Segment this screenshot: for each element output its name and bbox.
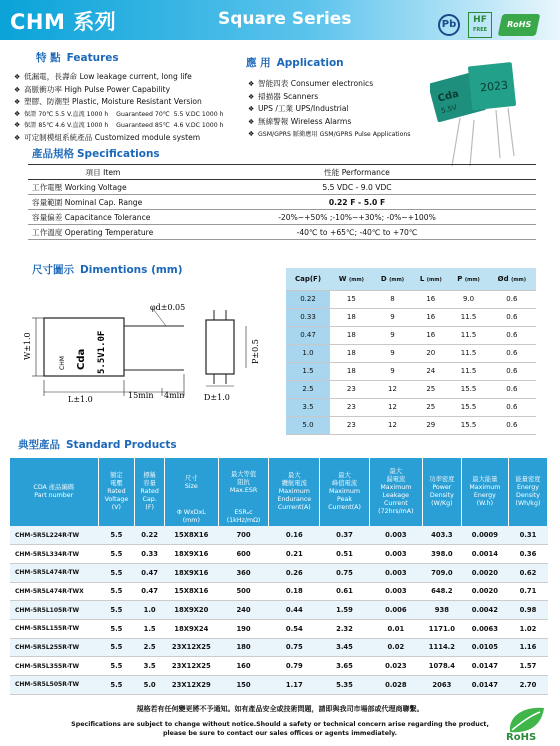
header-cell: 標稱 容量 Rated Cap. (F) [135, 458, 165, 526]
dimension-cell: 9 [373, 362, 412, 380]
part-number-cell: CHM-5R5L105R-TW [10, 601, 98, 620]
product-cell: 0.54 [269, 619, 320, 638]
product-cell: 0.51 [320, 545, 370, 564]
product-cell: 18X9X16 [164, 545, 218, 564]
dimension-cell: 12 [373, 416, 412, 434]
dimension-cell: 8 [373, 290, 412, 308]
product-cell: 5.35 [320, 676, 370, 695]
list-item: ❖ 智能四表 Consumer electronics [248, 78, 411, 91]
product-cell: 403.3 [422, 526, 461, 545]
dimension-cell: 0.6 [488, 308, 536, 326]
table-row [286, 290, 536, 308]
standard-products-title-cn: 典型產品 [18, 439, 60, 451]
table-row [286, 308, 536, 326]
product-cell: 23X12X25 [164, 638, 218, 657]
list-item: ❖ 低漏電，長壽命 Low leakage current, long life [14, 71, 224, 84]
list-item: ❖ UPS /工業 UPS/Industrial [248, 103, 411, 116]
features-title-en: Features [66, 52, 119, 64]
dimension-cell: 18 [330, 344, 373, 362]
product-cell: 0.0105 [461, 638, 508, 657]
product-cell: 0.61 [320, 582, 370, 601]
dimension-cell: 18 [330, 308, 373, 326]
list-item: ❖ GSM/GPRS 脈衝應用 GSM/GPRS Pulse Applications [248, 128, 411, 142]
product-cell: 5.5 [98, 526, 135, 545]
part-number-cell: CHM-5R5L505R-TW [10, 676, 98, 695]
dimensions-table-body [286, 290, 536, 434]
dimension-cell: 11.5 [449, 362, 487, 380]
header-cell: W (mm) [330, 268, 373, 290]
product-cell: 700 [218, 526, 269, 545]
product-cell: 5.5 [98, 563, 135, 582]
product-cell: 709.0 [422, 563, 461, 582]
dimension-cell: 16 [412, 308, 449, 326]
diamond-bullet-icon: ❖ [248, 80, 255, 88]
product-cell: 5.5 [98, 657, 135, 676]
product-cell: 5.5 [98, 601, 135, 620]
cap-cell: 1.5 [286, 362, 330, 380]
header-cell: CDA 產品編碼 Part number [10, 458, 98, 526]
diamond-bullet-icon: ❖ [14, 133, 21, 142]
specifications-title [32, 146, 160, 161]
product-cell: 0.028 [369, 676, 422, 695]
diamond-bullet-icon: ❖ [248, 117, 255, 126]
part-number-cell: CHM-5R5L355R-TW [10, 657, 98, 676]
table-row [28, 210, 536, 225]
dimension-cell: 0.6 [488, 380, 536, 398]
product-cell: 360 [218, 563, 269, 582]
dimension-cell: 12 [373, 398, 412, 416]
header-cell: 最大 漏電流 Maximum Leakage Current (72hrs/mA) [369, 458, 422, 526]
product-cell: 0.79 [269, 657, 320, 676]
dimension-cell: 29 [412, 416, 449, 434]
header-cell: 最大等值 阻抗 Max.ESR [218, 458, 269, 508]
table-row [10, 676, 548, 695]
header-cell: Cap(F) [286, 268, 330, 290]
table-row [10, 545, 548, 564]
list-item: ❖ 掃描器 Scanners [248, 91, 411, 104]
features-title [36, 50, 119, 65]
product-cell: 0.31 [508, 526, 547, 545]
product-cell: 0.62 [508, 563, 547, 582]
product-cell: 0.47 [135, 563, 165, 582]
product-cell: 5.5 [98, 619, 135, 638]
product-cell: 0.22 [135, 526, 165, 545]
series-subtitle: Square Series [218, 9, 352, 29]
width-label: W±1.0 [23, 332, 32, 360]
part-number-cell: CHM-5R5L474R-TWX [10, 582, 98, 601]
product-cell: 0.0020 [461, 582, 508, 601]
spec-value: 5.5 VDC - 9.0 VDC [178, 180, 536, 195]
header-cell: L (mm) [412, 268, 449, 290]
diamond-bullet-icon: ❖ [14, 109, 21, 118]
header-cell: 最大 峰值電流 Maximum Peak Current(A) [320, 458, 370, 526]
dimension-cell: 23 [330, 380, 373, 398]
dimension-cell: 12 [373, 380, 412, 398]
part-number-cell: CHM-5R5L255R-TW [10, 638, 98, 657]
dimension-cell: 20 [412, 344, 449, 362]
length-label: L±1.0 [68, 395, 93, 404]
product-cell: 1078.4 [422, 657, 461, 676]
product-cell: 938 [422, 601, 461, 620]
drawing-rating: 5.5V1.0F [97, 330, 107, 374]
part-number-cell: CHM-5R5L155R-TW [10, 619, 98, 638]
product-cell: 5.5 [98, 638, 135, 657]
product-cell: 0.02 [369, 638, 422, 657]
product-cell: 1.17 [269, 676, 320, 695]
pitch-label: P±0.5 [251, 339, 260, 364]
table-row [10, 563, 548, 582]
dimension-cell: 11.5 [449, 308, 487, 326]
product-cell: 0.37 [320, 526, 370, 545]
header-cell: 功率密度 Power Density (W/Kg) [422, 458, 461, 526]
product-cell: 0.18 [269, 582, 320, 601]
product-cell: 15X8X16 [164, 526, 218, 545]
specifications-table [28, 164, 536, 240]
product-cell: 0.01 [369, 619, 422, 638]
dimension-cell: 18 [330, 326, 373, 344]
header-subcell: Φ WxDxL (mm) [164, 508, 218, 526]
dimension-cell: 24 [412, 362, 449, 380]
product-cell: 500 [218, 582, 269, 601]
product-cell: 0.71 [508, 582, 547, 601]
header-cell: 額定 電壓 Rated Voltage (V) [98, 458, 135, 526]
product-cell: 1.16 [508, 638, 547, 657]
table-row [286, 326, 536, 344]
dimension-cell: 23 [330, 416, 373, 434]
product-cell: 150 [218, 676, 269, 695]
product-cell: 0.003 [369, 563, 422, 582]
dimensions-title-cn: 尺寸圖示 [32, 264, 74, 276]
product-cell: 1.0 [135, 601, 165, 620]
product-cell: 3.45 [320, 638, 370, 657]
application-title [246, 55, 344, 70]
drawing-brand: Cda [76, 348, 87, 370]
diamond-bullet-icon: ❖ [248, 92, 255, 101]
product-cell: 0.0020 [461, 563, 508, 582]
table-row [286, 398, 536, 416]
table-header [10, 458, 548, 526]
cap-cell: 0.22 [286, 290, 330, 308]
cap-cell: 0.47 [286, 326, 330, 344]
header-cell: 尺寸 Size [164, 458, 218, 508]
list-item: ❖ 塑膠、防潮型 Plastic, Moisture Resistant Version [14, 96, 224, 109]
spec-value: -20%~+50% ;-10%~+30%; -0%~+100% [178, 210, 536, 225]
halogen-free-logo [468, 12, 492, 38]
dimension-cell: 0.6 [488, 362, 536, 380]
dimension-cell: 9.0 [449, 290, 487, 308]
product-cell: 18X9X16 [164, 563, 218, 582]
table-row [10, 638, 548, 657]
dimension-cell: 23 [330, 398, 373, 416]
product-cell: 18X9X24 [164, 619, 218, 638]
spec-item: 容量偏差 Capacitance Tolerance [28, 210, 178, 225]
diamond-bullet-icon: ❖ [248, 130, 255, 139]
spec-item: 工作電壓 Working Voltage [28, 180, 178, 195]
hf-text: HF [473, 15, 487, 25]
diamond-bullet-icon: ❖ [14, 85, 21, 94]
part-number-cell: CHM-5R5L224R-TW [10, 526, 98, 545]
product-cell: 600 [218, 545, 269, 564]
header-cell: Ød (mm) [488, 268, 536, 290]
table-row [286, 362, 536, 380]
dimensions-title-en: Dimentions (mm) [80, 264, 183, 276]
product-cell: 5.0 [135, 676, 165, 695]
product-cell: 0.023 [369, 657, 422, 676]
list-item: ❖ 無線警報 Wireless Alarms [248, 116, 411, 129]
list-item: ❖ 保證 85℃ 4.6 V.直流 1000 h Guaranteed 85℃ 4.6 V.DC 1000 h [14, 120, 224, 132]
product-cell: 15X8X16 [164, 582, 218, 601]
table-row [28, 195, 536, 210]
product-cell: 0.75 [320, 563, 370, 582]
dimension-cell: 0.6 [488, 344, 536, 362]
header-cell: 最大能量 Maximum Energy (W.h) [461, 458, 508, 526]
features-title-cn: 特 點 [36, 52, 61, 64]
product-cell: 0.0063 [461, 619, 508, 638]
product-cell: 180 [218, 638, 269, 657]
photo-label: 5.5V [440, 103, 458, 116]
standard-products-table-body [10, 526, 548, 694]
application-title-cn: 應 用 [246, 57, 271, 69]
table-row [10, 582, 548, 601]
product-cell: 1171.0 [422, 619, 461, 638]
dimension-cell: 25 [412, 398, 449, 416]
rohs-leaf-text: RoHS [506, 732, 537, 742]
header-cell: 能量密度 Energy Density (Wh/kg) [508, 458, 547, 526]
product-cell: 0.75 [269, 638, 320, 657]
product-cell: 0.003 [369, 526, 422, 545]
dimension-cell: 16 [412, 290, 449, 308]
spec-value: 0.22 F - 5.0 F [178, 195, 536, 210]
product-cell: 0.0147 [461, 676, 508, 695]
product-cell: 18X9X20 [164, 601, 218, 620]
list-item: ❖ 高脈衝功率 High Pulse Power Capability [14, 84, 224, 97]
dimension-drawing [14, 296, 284, 406]
product-cell: 190 [218, 619, 269, 638]
lead-diameter-label: φd±0.05 [150, 303, 186, 312]
cap-cell: 1.0 [286, 344, 330, 362]
dimension-cell: 0.6 [488, 326, 536, 344]
product-cell: 2.32 [320, 619, 370, 638]
lead-length-label: 15min [128, 391, 154, 400]
product-cell: 3.5 [135, 657, 165, 676]
product-cell: 0.006 [369, 601, 422, 620]
product-cell: 5.5 [98, 545, 135, 564]
dimension-cell: 0.6 [488, 398, 536, 416]
product-cell: 0.0042 [461, 601, 508, 620]
footer-notice-cn: 規格若有任何變更將不予通知。如有產品安全或技術問題，請即與我司市場部或代理商聯繫。 [136, 705, 424, 713]
dimension-cell: 9 [373, 308, 412, 326]
lead-length-2-label: 4min [164, 391, 185, 400]
dimension-cell: 25 [412, 380, 449, 398]
product-cell: 0.003 [369, 545, 422, 564]
footer-notice-en-1: Specifications are subject to change without notice.Should a safety or technical concern arise regarding the product, [71, 721, 489, 728]
table-header [28, 165, 536, 180]
cap-cell: 0.33 [286, 308, 330, 326]
list-item: ❖ 保證 70℃ 5.5 V.直流 1000 h Guaranteed 70℃ 5.5 V.DC 1000 h [14, 109, 224, 121]
header-cell: P (mm) [449, 268, 487, 290]
dimension-cell: 0.6 [488, 290, 536, 308]
product-cell: 0.21 [269, 545, 320, 564]
product-cell: 0.16 [269, 526, 320, 545]
product-cell: 648.2 [422, 582, 461, 601]
product-cell: 1.59 [320, 601, 370, 620]
footer [0, 704, 560, 738]
header-subcell: ESRₒᴄ (1kHz/mΩ) [218, 508, 269, 526]
series-title: CHM 系列 [10, 10, 117, 34]
specifications-title-en: Specifications [77, 148, 160, 160]
table-row [10, 601, 548, 620]
product-cell: 1.5 [135, 619, 165, 638]
spec-item: 工作溫度 Operating Temperature [28, 225, 178, 240]
table-row [28, 225, 536, 240]
dimension-cell: 0.6 [488, 416, 536, 434]
product-cell: 0.98 [508, 601, 547, 620]
list-item: ❖ 可定制模組系統產品 Customized module system [14, 132, 224, 145]
product-cell: 2.70 [508, 676, 547, 695]
dimension-cell: 11.5 [449, 326, 487, 344]
spec-value: -40℃ to +65℃; -40℃ to +70℃ [178, 225, 536, 240]
features-list [14, 71, 224, 144]
product-cell: 0.0014 [461, 545, 508, 564]
capacitor-photo [430, 58, 520, 168]
table-header-row [10, 458, 548, 508]
rohs-logo: RoHS [498, 14, 541, 36]
product-cell: 3.65 [320, 657, 370, 676]
product-cell: 1.02 [508, 619, 547, 638]
table-row [28, 180, 536, 195]
product-cell: 0.0009 [461, 526, 508, 545]
standard-products-title-en: Standard Products [66, 439, 177, 451]
product-cell: 398.0 [422, 545, 461, 564]
table-row [286, 416, 536, 434]
dimension-cell: 15.5 [449, 416, 487, 434]
hf-sub-text: FREE [472, 27, 488, 33]
dimensions-table [286, 268, 536, 435]
depth-label: D±1.0 [204, 393, 230, 402]
standard-products-table [10, 458, 548, 695]
product-cell: 0.003 [369, 582, 422, 601]
dimension-cell: 15.5 [449, 380, 487, 398]
spec-item: 容量範圍 Nominal Cap. Range [28, 195, 178, 210]
dimensions-title [32, 262, 183, 277]
specifications-title-cn: 產品規格 [32, 148, 74, 160]
product-cell: 23X12X25 [164, 657, 218, 676]
rohs-leaf-logo [500, 702, 550, 742]
product-cell: 0.33 [135, 545, 165, 564]
dimension-cell: 9 [373, 344, 412, 362]
cap-cell: 3.5 [286, 398, 330, 416]
product-cell: 240 [218, 601, 269, 620]
table-row [10, 657, 548, 676]
photo-brand: Cda [436, 88, 461, 105]
standard-products-title [18, 437, 177, 452]
product-cell: 0.47 [135, 582, 165, 601]
drawing-series: CHM [59, 356, 66, 370]
table-row [286, 344, 536, 362]
cap-cell: 2.5 [286, 380, 330, 398]
product-cell: 0.36 [508, 545, 547, 564]
product-cell: 5.5 [98, 676, 135, 695]
table-header [286, 268, 536, 290]
product-cell: 1.57 [508, 657, 547, 676]
product-cell: 0.0147 [461, 657, 508, 676]
header-cell: 項目 Item [28, 165, 178, 180]
product-cell: 5.5 [98, 582, 135, 601]
product-cell: 0.26 [269, 563, 320, 582]
dimension-cell: 15 [330, 290, 373, 308]
product-cell: 0.44 [269, 601, 320, 620]
table-row [10, 619, 548, 638]
dimension-cell: 9 [373, 326, 412, 344]
table-row [286, 380, 536, 398]
dimension-cell: 15.5 [449, 398, 487, 416]
cap-cell: 5.0 [286, 416, 330, 434]
dimension-cell: 18 [330, 362, 373, 380]
diamond-bullet-icon: ❖ [14, 98, 21, 106]
diamond-bullet-icon: ❖ [14, 121, 21, 129]
product-cell: 2063 [422, 676, 461, 695]
application-title-en: Application [276, 57, 344, 69]
dimension-cell: 16 [412, 326, 449, 344]
footer-notice-en-2: please be sure to contact our sales offices or agents immediately. [162, 730, 398, 737]
application-list [248, 78, 411, 142]
header-cell: 性能 Performance [178, 165, 536, 180]
table-row [10, 526, 548, 545]
product-cell: 1114.2 [422, 638, 461, 657]
diamond-bullet-icon: ❖ [248, 105, 255, 114]
product-cell: 2.5 [135, 638, 165, 657]
photo-year: 2023 [479, 78, 509, 95]
part-number-cell: CHM-5R5L334R-TW [10, 545, 98, 564]
product-cell: 160 [218, 657, 269, 676]
diamond-bullet-icon: ❖ [14, 73, 21, 81]
pb-free-logo: Pb [438, 14, 460, 36]
dimension-cell: 11.5 [449, 344, 487, 362]
product-cell: 23X12X29 [164, 676, 218, 695]
part-number-cell: CHM-5R5L474R-TW [10, 563, 98, 582]
header-cell: D (mm) [373, 268, 412, 290]
header-cell: 最大 纜航電流 Maximum Endurance Current(A) [269, 458, 320, 526]
